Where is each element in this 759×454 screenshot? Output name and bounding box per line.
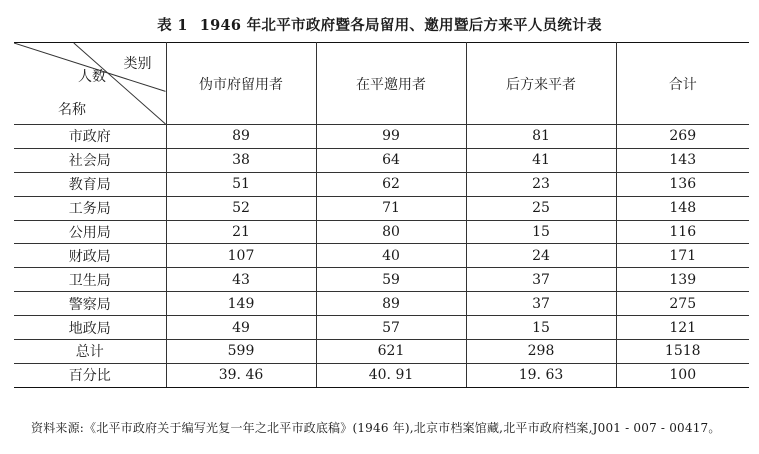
table-cell: 148 [616, 196, 749, 220]
table-cell: 621 [316, 340, 466, 364]
table-cell: 89 [166, 125, 316, 149]
header-row [14, 43, 749, 125]
column-header: 合计 [616, 43, 749, 125]
table-cell: 99 [316, 125, 466, 149]
table-cell: 143 [616, 148, 749, 172]
table-row [14, 172, 749, 196]
table-cell: 62 [316, 172, 466, 196]
table-cell: 1518 [616, 340, 749, 364]
table-row [14, 196, 749, 220]
table-cell: 298 [466, 340, 616, 364]
table-row [14, 125, 749, 149]
table-cell: 64 [316, 148, 466, 172]
table-cell: 121 [616, 316, 749, 340]
table-cell: 116 [616, 220, 749, 244]
corner-label-category: 类别 [123, 56, 152, 72]
table-cell: 149 [166, 292, 316, 316]
row-name: 市政府 [14, 125, 166, 149]
header-corner-cell [14, 43, 166, 125]
row-name: 工务局 [14, 196, 166, 220]
table-cell: 59 [316, 268, 466, 292]
table-cell: 41 [466, 148, 616, 172]
table-row [14, 316, 749, 340]
table-title [0, 14, 759, 35]
row-name: 卫生局 [14, 268, 166, 292]
table-cell: 139 [616, 268, 749, 292]
corner-label-count: 人数 [78, 69, 106, 85]
table-cell: 15 [466, 316, 616, 340]
table-cell: 100 [616, 363, 749, 387]
table-cell: 52 [166, 196, 316, 220]
table-cell: 23 [466, 172, 616, 196]
table-cell: 49 [166, 316, 316, 340]
row-name: 社会局 [14, 148, 166, 172]
table-cell: 24 [466, 244, 616, 268]
column-header: 后方来平者 [466, 43, 616, 125]
table-cell: 21 [166, 220, 316, 244]
column-header: 伪市府留用者 [166, 43, 316, 125]
table-cell: 89 [316, 292, 466, 316]
row-name: 教育局 [14, 172, 166, 196]
row-name: 公用局 [14, 220, 166, 244]
table-cell: 38 [166, 148, 316, 172]
table-cell: 43 [166, 268, 316, 292]
table-cell: 37 [466, 268, 616, 292]
table-cell: 15 [466, 220, 616, 244]
table-cell: 57 [316, 316, 466, 340]
corner-label-name: 名称 [58, 102, 86, 118]
row-name: 财政局 [14, 244, 166, 268]
table-cell: 40. 91 [316, 363, 466, 387]
total-row [14, 340, 749, 364]
table-row [14, 292, 749, 316]
column-header: 在平邀用者 [316, 43, 466, 125]
table-cell: 51 [166, 172, 316, 196]
table-cell: 19. 63 [466, 363, 616, 387]
table-cell: 37 [466, 292, 616, 316]
statistics-table [14, 42, 749, 388]
row-name: 地政局 [14, 316, 166, 340]
table-row [14, 148, 749, 172]
row-name: 总计 [14, 340, 166, 364]
table-title-text: 1946 年北平市政府暨各局留用、邀用暨后方来平人员统计表 [199, 17, 602, 34]
row-name: 警察局 [14, 292, 166, 316]
table-row [14, 220, 749, 244]
source-note: 资料来源:《北平市政府关于编写光复一年之北平市政底稿》(1946 年),北京市档案馆藏,北平市政府档案,J001 - 007 - 00417。 [31, 421, 721, 435]
table-cell: 80 [316, 220, 466, 244]
percentage-row [14, 363, 749, 387]
table-cell: 71 [316, 196, 466, 220]
table-cell: 81 [466, 125, 616, 149]
table-number: 表 1 [157, 17, 188, 34]
table-cell: 39. 46 [166, 363, 316, 387]
table-cell: 171 [616, 244, 749, 268]
table-row [14, 244, 749, 268]
table-cell: 40 [316, 244, 466, 268]
table-cell: 599 [166, 340, 316, 364]
table-cell: 269 [616, 125, 749, 149]
table-row [14, 268, 749, 292]
row-name: 百分比 [14, 363, 166, 387]
table-cell: 25 [466, 196, 616, 220]
table-cell: 275 [616, 292, 749, 316]
table-cell: 107 [166, 244, 316, 268]
table-cell: 136 [616, 172, 749, 196]
